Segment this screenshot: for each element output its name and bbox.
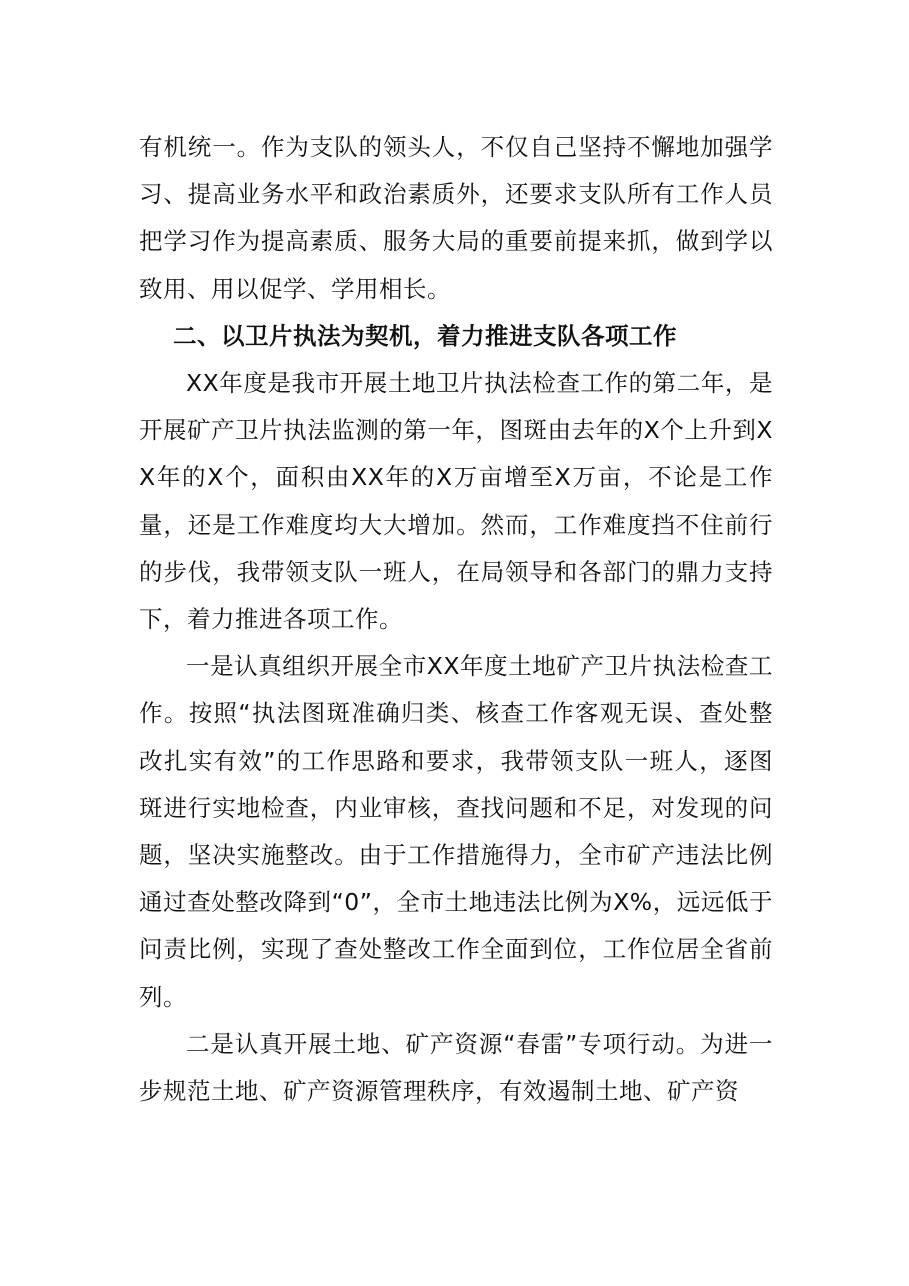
paragraph-continuation: 有机统一。作为支队的领头人，不仅自己坚持不懈地加强学习、提高业务水平和政治素质外，还要求支队所有工作人员把学习作为提高素质、服务大局的重要前提来抓，做到学以致用、用以促学、学用相长。 [139, 133, 773, 303]
section-heading: 二、以卫片执法为契机，着力推进支队各项工作 [173, 321, 677, 350]
paragraph-item-one: 一是认真组织开展全市XX年度土地矿产卫片执法检查工作。按照“执法图斑准确归类、核查工作客观无误、查处整改扎实有效”的工作思路和要求，我带领支队一班人，逐图斑进行实地检查，内业审核，查找问题和不足，对发现的问题，坚决实施整改。由于工作措施得力，全市矿产违法比例通过查处整改降到“0”，全市土地违法比例为X%，远远低于问责比例，实现了查处整改工作全面到位，工作位居全省前列。 [139, 652, 773, 1011]
paragraph-item-two: 二是认真开展土地、矿产资源“春雷”专项行动。为进一步规范土地、矿产资源管理秩序，有效遏制土地、矿产资 [139, 1029, 773, 1106]
document-body [139, 124, 773, 1115]
paragraph-intro: XX年度是我市开展土地卫片执法检查工作的第二年，是开展矿产卫片执法监测的第一年，图斑由去年的X个上升到XX年的X个，面积由XX年的X万亩增至X万亩，不论是工作量，还是工作难度均大大增加。然而，工作难度挡不住前行的步伐，我带领支队一班人，在局领导和各部门的鼎力支持下，着力推进各项工作。 [139, 369, 773, 634]
